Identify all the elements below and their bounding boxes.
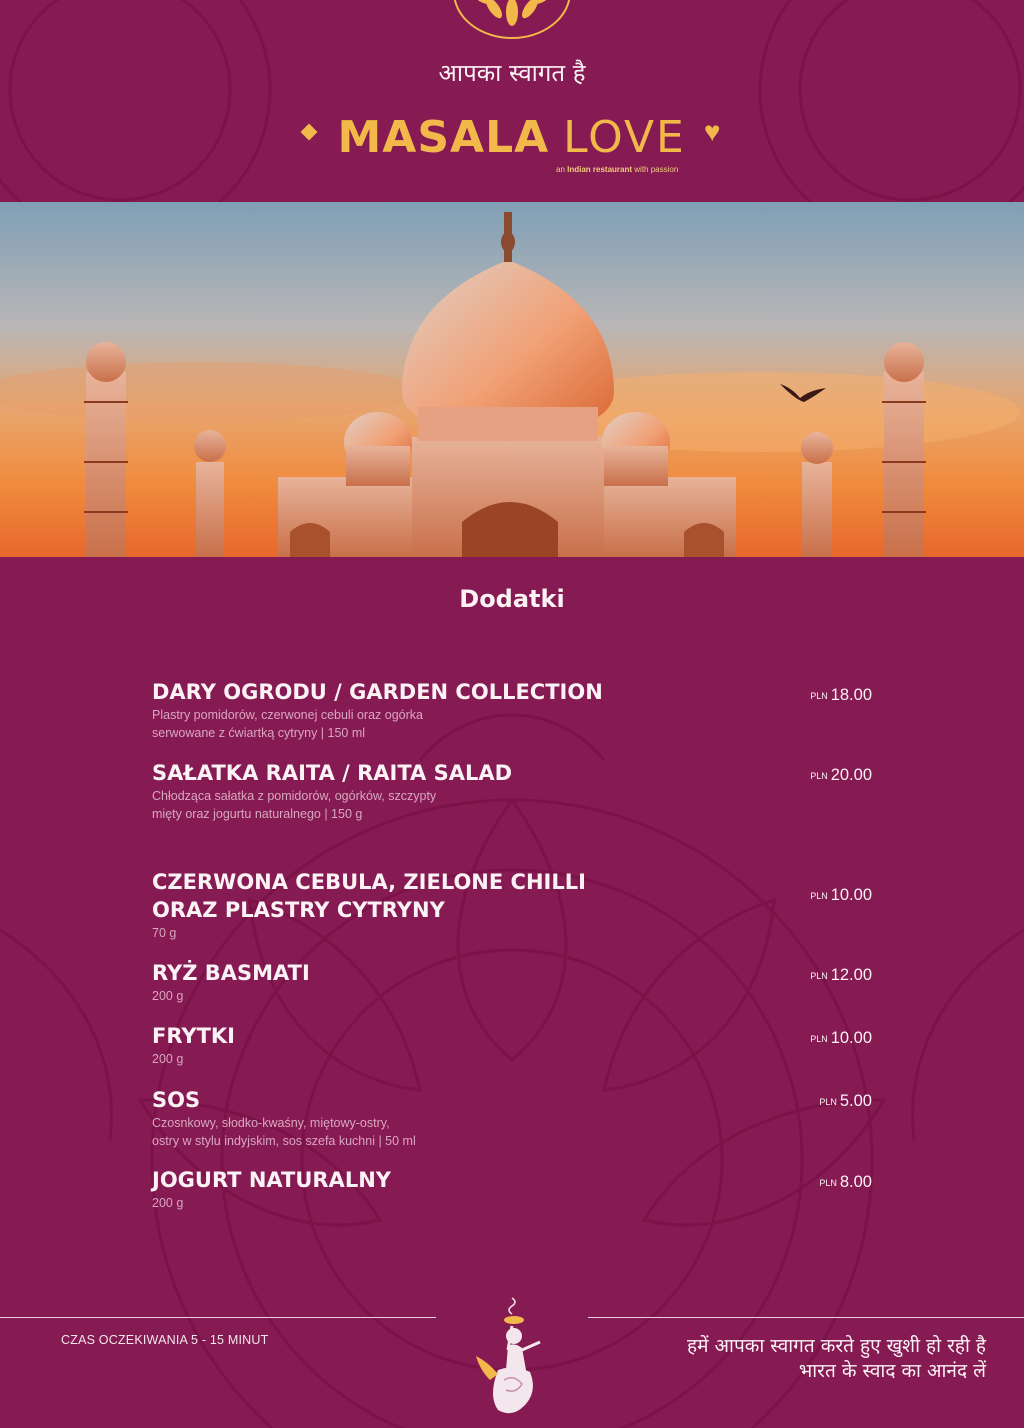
menu-item <box>152 868 872 942</box>
menu-item-description: Czosnkowy, słodko-kwaśny, miętowy-ostry, ostry w stylu indyjskim, sos szefa kuchni | 50 ml <box>152 1116 416 1148</box>
footer-hindi-text: हमें आपका स्वागत करते हुए खुशी हो रही है भारत के स्वाद का आनंद लें <box>687 1335 986 1382</box>
brand-name-second: LOVE <box>563 112 686 163</box>
menu-item <box>152 1022 872 1068</box>
menu-item-name: JOGURT NATURALNY <box>152 1168 391 1192</box>
menu-item-description: 200 g <box>152 1052 184 1066</box>
menu-item-price: PLN 18.00 <box>810 686 872 704</box>
menu-item-name: DARY OGRODU / GARDEN COLLECTION <box>152 680 603 704</box>
taj-mahal-hero-image <box>0 202 1024 557</box>
heart-icon: ♥ <box>703 115 721 147</box>
brand-name-main: MASALA <box>337 112 550 163</box>
brand-logo <box>0 112 1024 163</box>
menu-item-name: RYŻ BASMATI <box>152 961 310 985</box>
menu-item-price: PLN 5.00 <box>819 1092 872 1110</box>
section-title: Dodatki <box>459 585 565 613</box>
header <box>0 0 1024 202</box>
menu-item-name-line2: ORAZ PLASTRY CYTRYNY <box>152 898 445 922</box>
menu-item <box>152 1166 872 1212</box>
menu-item-price: PLN 8.00 <box>819 1173 872 1191</box>
menu-item <box>152 1086 872 1150</box>
diamond-icon <box>301 123 318 140</box>
menu-item-description: Chłodząca sałatka z pomidorów, ogórków, szczypty mięty oraz jogurtu naturalnego | 150 g <box>152 789 437 821</box>
menu-item-name: SAŁATKA RAITA / RAITA SALAD <box>152 761 513 785</box>
menu-item-price: PLN 12.00 <box>810 966 872 984</box>
menu-item-description: Plastry pomidorów, czerwonej cebuli oraz ogórka serwowane z ćwiartką cytryny | 150 ml <box>152 708 423 740</box>
brand-tagline: an Indian restaurant with passion <box>556 165 679 174</box>
menu-item-price: PLN 20.00 <box>810 766 872 784</box>
greeting-hindi: आपका स्वागत है <box>438 59 586 87</box>
menu-item-price: PLN 10.00 <box>810 1029 872 1047</box>
footer-divider-right <box>588 1317 1024 1318</box>
menu-item-description: 70 g <box>152 926 177 940</box>
lotus-emblem-icon <box>452 0 572 40</box>
menu-item-name: CZERWONA CEBULA, ZIELONE CHILLI <box>152 870 586 894</box>
dancing-waiter-icon <box>468 1296 558 1424</box>
footer-divider-left <box>0 1317 436 1318</box>
menu-item-description: 200 g <box>152 989 184 1003</box>
menu-item <box>152 759 872 823</box>
menu-item-name: FRYTKI <box>152 1024 235 1048</box>
waiting-time-note: CZAS OCZEKIWANIA 5 - 15 MINUT <box>61 1333 269 1347</box>
menu-item <box>152 678 872 742</box>
menu-item <box>152 959 872 1005</box>
menu-item-name: SOS <box>152 1088 201 1112</box>
menu-item-price: PLN 10.00 <box>810 886 872 904</box>
menu-item-description: 200 g <box>152 1196 184 1210</box>
